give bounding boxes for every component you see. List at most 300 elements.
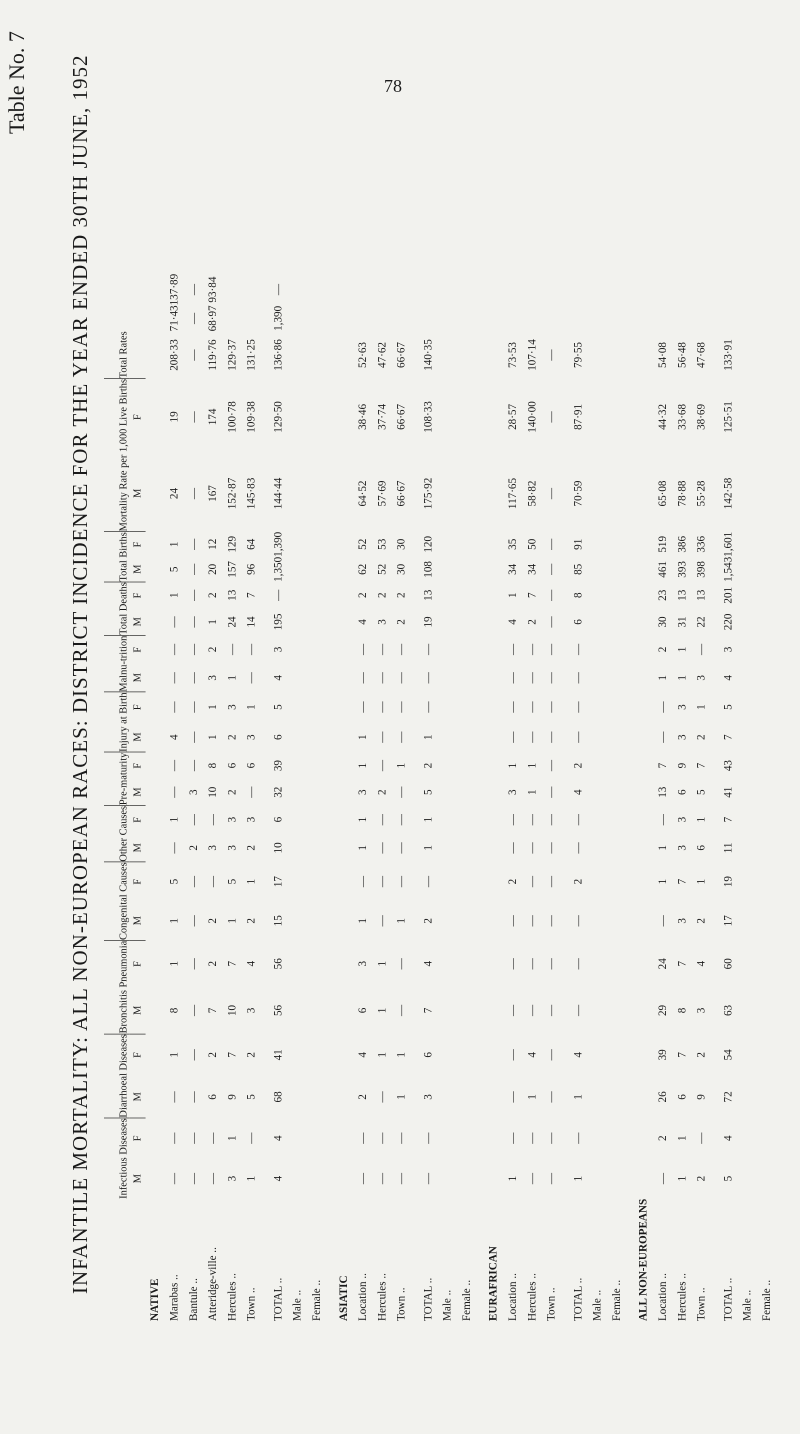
table-cell: 3 (376, 619, 388, 625)
table-cell: 73·53 (506, 342, 519, 368)
column-sub-header: M (131, 1173, 143, 1184)
column-sub-header: M (131, 1005, 143, 1015)
table-cell: 64·52 (356, 480, 369, 507)
table-cell: — (572, 915, 584, 927)
column-sub-header: F (129, 379, 145, 456)
table-cell: 2 (422, 918, 434, 924)
table-cell: 3 (722, 646, 734, 653)
table-cell: 7 (675, 878, 688, 885)
column-group-header: Mortality Rate per 1,000 Live Births (104, 379, 129, 532)
table-cell: 2 (395, 592, 408, 599)
table-cell: — (506, 958, 519, 970)
table-cell: 133·91 (722, 339, 734, 371)
table-cell: 47·62 (376, 342, 388, 368)
table-cell: — (656, 731, 669, 743)
total-row (569, 274, 588, 1324)
table-cell: 47·68 (695, 342, 708, 368)
table-cell: — (572, 814, 584, 826)
table-cell: 3 (226, 1175, 238, 1182)
table-cell: 17 (722, 915, 734, 927)
table-cell: 5 (226, 878, 238, 885)
table-cell: — (187, 1091, 200, 1103)
table-cell: 65·08 (656, 480, 669, 507)
table-cell: 2 (695, 1175, 708, 1182)
table-cell: — (506, 1049, 519, 1061)
table-cell: 461 (656, 561, 669, 578)
row-label: Location .. (656, 1273, 669, 1322)
table-cell: — (526, 1132, 538, 1144)
table-cell: 2 (656, 1135, 669, 1141)
table-cell: 56 (272, 958, 285, 970)
column-sub-header: M (131, 1092, 143, 1102)
table-cell: 57·69 (376, 480, 388, 507)
table-cell: 2 (572, 762, 584, 769)
table-cell: 19 (722, 876, 734, 888)
table-cell: 519 (656, 535, 669, 553)
table-cell: 28·57 (506, 403, 519, 430)
table-cell: 175·92 (422, 477, 434, 510)
table-cell: 5 (245, 1094, 258, 1100)
table-cell: 24 (656, 958, 669, 970)
row-label: TOTAL .. (722, 1277, 734, 1322)
table-cell: — (572, 643, 584, 656)
table-cell: — (168, 1091, 181, 1103)
table-cell: 2 (245, 1052, 258, 1058)
column-sub-header: M (131, 673, 143, 683)
row-label: Male .. (441, 1289, 454, 1322)
column-sub-header: F (129, 635, 145, 663)
table-cell: — (506, 1132, 519, 1144)
table-cell: 2 (187, 845, 200, 851)
table-cell (542, 274, 561, 306)
row-label: Location .. (506, 1273, 519, 1322)
table-row (673, 274, 692, 1324)
table-cell: 1 (226, 918, 238, 924)
row-label: Male .. (591, 1289, 604, 1322)
column-sub-header: F (129, 1034, 145, 1076)
row-label: Location .. (356, 1273, 369, 1322)
section-heading-row (634, 274, 653, 1324)
table-cell: — (526, 958, 538, 970)
table-cell: 125·51 (722, 401, 734, 433)
table-cell: — (168, 760, 181, 772)
table-cell: — (168, 1173, 181, 1185)
table-cell: 24 (168, 487, 181, 500)
table-cell (223, 274, 242, 306)
table-cell: 6 (572, 619, 584, 625)
table-cell: 22 (695, 616, 708, 628)
table-cell: 5 (422, 789, 434, 796)
table-cell: — (545, 616, 558, 628)
table-cell: 1 (422, 816, 434, 823)
table-cell: 6 (675, 789, 688, 796)
table-cell: 54·08 (656, 342, 669, 368)
table-cell: 1 (168, 918, 181, 924)
table-cell: 4 (272, 675, 285, 681)
table-cell: 19 (422, 616, 434, 628)
table-cell: 2 (226, 789, 238, 796)
table-cell: — (356, 1132, 369, 1144)
table-cell: 398 (695, 561, 708, 578)
table-cell: 1 (695, 704, 708, 710)
table-cell: 3 (675, 816, 688, 823)
table-cell: 140·35 (422, 339, 434, 371)
table-cell: — (395, 731, 408, 743)
table-cell: 1 (572, 1175, 584, 1182)
table-cell: — (395, 1132, 408, 1144)
mortality-table (104, 274, 784, 1324)
table-cell: 1 (376, 960, 388, 967)
table-cell: — (206, 1132, 219, 1144)
table-cell: 6 (675, 1094, 688, 1100)
table-cell: 3 (675, 918, 688, 924)
table-cell: 32 (272, 786, 285, 798)
total-row (457, 274, 476, 1324)
table-cell: 9 (695, 1094, 708, 1100)
table-cell: — (187, 349, 200, 361)
row-label: TOTAL .. (572, 1277, 584, 1322)
table-cell: 8 (572, 592, 584, 599)
table-row (523, 274, 542, 1324)
table-cell: — (526, 701, 538, 713)
table-cell: 4 (695, 960, 708, 967)
table-cell: 7 (675, 960, 688, 967)
table-cell: — (506, 814, 519, 826)
table-cell: 119·76 (206, 339, 219, 371)
total-row (288, 274, 307, 1324)
table-cell: 10 (206, 786, 219, 798)
table-cell: — (187, 760, 200, 772)
table-cell: — (545, 731, 558, 743)
table-cell: 1 (675, 646, 688, 653)
table-cell: — (187, 1132, 200, 1144)
table-cell: 2 (206, 960, 219, 967)
table-cell: — (545, 814, 558, 826)
table-cell: — (376, 672, 388, 684)
table-cell: 2 (695, 918, 708, 924)
table-cell: — (187, 589, 200, 601)
table-cell: — (376, 760, 388, 772)
table-cell: 4 (526, 1052, 538, 1058)
table-cell: 100·78 (226, 401, 238, 433)
section-heading: ASIATIC (337, 1275, 350, 1322)
row-label: Marabas .. (168, 1274, 181, 1322)
table-cell: — (506, 1004, 519, 1017)
column-group-header: Other Causes (104, 806, 129, 862)
table-cell: 1 (168, 816, 181, 823)
table-cell: 53 (376, 538, 388, 550)
table-cell: 13 (656, 786, 669, 798)
column-sub-header: M (131, 787, 143, 797)
table-cell: 19 (168, 411, 181, 423)
table-cell: 52 (356, 538, 369, 550)
row-label: Town .. (395, 1287, 408, 1322)
table-cell: 52·63 (356, 342, 369, 368)
table-cell: — (206, 1173, 219, 1185)
table-cell: — (572, 701, 584, 713)
row-label: Town .. (695, 1287, 708, 1322)
table-cell: — (572, 842, 584, 854)
table-cell: 30 (656, 616, 669, 628)
table-cell: — (376, 1091, 388, 1103)
table-cell (719, 305, 738, 331)
column-sub-row (129, 274, 145, 1324)
table-cell (392, 274, 411, 306)
column-sub-header (129, 331, 145, 378)
table-cell: 1 (206, 704, 219, 710)
table-cell: — (356, 1173, 369, 1185)
table-cell: 7 (422, 1007, 434, 1014)
table-cell: 54 (722, 1049, 734, 1061)
column-group-header: Congenital Causes (104, 862, 129, 940)
table-cell: 44·32 (656, 403, 669, 430)
table-cell: — (187, 563, 200, 575)
table-cell: 2 (422, 762, 434, 769)
total-row (419, 274, 438, 1324)
table-cell: 1 (376, 1007, 388, 1014)
table-cell: 31 (675, 616, 688, 628)
table-cell: 1 (168, 1052, 181, 1058)
table-cell: 4 (422, 960, 434, 967)
table-cell: — (168, 643, 181, 656)
table-cell: 29 (656, 1004, 669, 1017)
table-cell: 129 (226, 535, 238, 553)
column-group-header: Malnu-trition (104, 635, 129, 692)
table-cell: — (376, 643, 388, 656)
table-cell: — (656, 814, 669, 826)
table-cell: — (545, 786, 558, 798)
table-cell: 129·50 (272, 401, 285, 433)
table-cell: — (187, 672, 200, 684)
table-cell: 1 (356, 762, 369, 769)
table-cell: 6 (272, 816, 285, 823)
table-cell (569, 305, 588, 331)
table-cell: — (526, 731, 538, 743)
table-cell: 3 (356, 789, 369, 796)
table-cell: 62 (356, 563, 369, 575)
table-cell (392, 305, 411, 331)
table-row (242, 274, 261, 1324)
table-cell: 13 (675, 589, 688, 601)
table-cell: — (395, 786, 408, 798)
table-cell: 58·82 (526, 480, 538, 507)
table-cell: 2 (356, 592, 369, 599)
section-heading: EURAFRICAN (487, 1246, 500, 1322)
table-cell: — (187, 284, 200, 296)
table-cell: — (526, 915, 538, 927)
row-label: Male .. (741, 1289, 754, 1322)
table-cell: 20 (206, 563, 219, 575)
table-cell: — (245, 643, 258, 656)
table-cell: — (422, 1132, 434, 1144)
table-cell: 87·91 (572, 403, 584, 430)
table-cell: 4 (722, 1135, 734, 1141)
table-cell (569, 274, 588, 306)
table-cell: 1 (356, 845, 369, 851)
table-cell (419, 274, 438, 306)
table-cell: — (376, 731, 388, 743)
column-group-header: Diarrhoeal Diseases (104, 1034, 129, 1118)
table-cell: — (395, 842, 408, 854)
table-cell: 2 (206, 592, 219, 599)
table-cell: 2 (376, 592, 388, 599)
table-cell: — (395, 1004, 408, 1017)
table-cell: 3 (695, 1007, 708, 1014)
table-cell: 174 (206, 408, 219, 426)
table-cell: 4 (168, 734, 181, 740)
table-cell: — (506, 842, 519, 854)
table-cell: 108 (422, 561, 434, 578)
table-cell: 2 (395, 619, 408, 625)
total-row (269, 274, 288, 1324)
column-group-header: Bronchitis Pneumonia (104, 940, 129, 1033)
table-cell: 157 (226, 561, 238, 578)
table-cell: 3 (245, 816, 258, 823)
table-cell: 1 (245, 704, 258, 710)
table-cell: — (506, 731, 519, 743)
table-cell: 1 (526, 789, 538, 796)
row-label: Female .. (460, 1279, 473, 1322)
table-cell: — (187, 731, 200, 743)
table-cell: 93·84 (206, 276, 219, 303)
table-cell: — (545, 538, 558, 550)
table-cell: — (376, 701, 388, 713)
table-cell: 220 (722, 613, 734, 631)
table-cell: — (526, 1173, 538, 1185)
table-cell: 144·44 (272, 477, 285, 510)
table-cell: 78·88 (675, 480, 688, 507)
table-cell: 6 (422, 1052, 434, 1058)
table-cell: 3 (675, 734, 688, 740)
table-cell: 4 (245, 960, 258, 967)
table-cell: — (506, 643, 519, 656)
table-row (373, 274, 392, 1324)
row-label: Female .. (760, 1279, 773, 1322)
table-cell: — (226, 643, 238, 656)
table-cell: 7 (245, 592, 258, 599)
table-cell: 2 (376, 789, 388, 796)
table-cell: 1 (395, 762, 408, 769)
table-cell: 30 (395, 538, 408, 550)
table-cell: 2 (245, 845, 258, 851)
table-cell: — (545, 760, 558, 772)
row-label: Hercules .. (226, 1273, 238, 1322)
total-row (738, 274, 757, 1324)
table-cell: 3 (675, 845, 688, 851)
table-cell: 5 (168, 566, 181, 573)
table-cell: 17 (272, 876, 285, 888)
table-row (653, 274, 672, 1324)
table-cell: 120 (422, 535, 434, 553)
table-cell: 4 (272, 1135, 285, 1141)
table-cell: 1 (395, 1052, 408, 1058)
table-cell: 3 (245, 1007, 258, 1014)
table-cell: 195 (272, 613, 285, 631)
table-cell: — (187, 958, 200, 970)
table-cell: — (272, 284, 285, 296)
table-cell: — (545, 701, 558, 713)
table-cell: 1 (656, 878, 669, 885)
table-cell: 55·28 (695, 480, 708, 507)
table-cell: 33·68 (675, 403, 688, 430)
table-cell: 34 (526, 563, 538, 575)
column-sub-header: M (131, 843, 143, 853)
table-number: Table No. 7 (4, 31, 29, 134)
table-cell: 7 (675, 1052, 688, 1058)
table-cell: 136·86 (272, 339, 285, 371)
table-cell: 7 (722, 816, 734, 823)
table-cell (503, 305, 522, 331)
table-cell: 1 (572, 1094, 584, 1100)
row-label: Hercules .. (675, 1273, 688, 1322)
table-cell: 66·67 (395, 342, 408, 368)
table-cell: — (545, 1004, 558, 1017)
table-cell: 6 (226, 762, 238, 769)
table-cell: 3 (226, 816, 238, 823)
table-row (203, 274, 222, 1324)
table-cell: 8 (675, 1007, 688, 1014)
table-cell: 1 (695, 816, 708, 823)
table-cell: 12 (206, 538, 219, 550)
table-cell: 2 (206, 918, 219, 924)
table-cell: 1 (206, 619, 219, 625)
table-cell: — (395, 1173, 408, 1185)
table-cell: — (395, 876, 408, 888)
table-cell: 50 (526, 538, 538, 550)
table-cell: 208·33 (168, 339, 181, 371)
table-cell: 4 (356, 1052, 369, 1058)
table-cell: 6 (245, 762, 258, 769)
row-label: TOTAL .. (422, 1277, 434, 1322)
table-cell: 1 (695, 878, 708, 885)
table-cell: — (545, 487, 558, 500)
table-cell: 1 (395, 918, 408, 924)
table-cell: — (545, 563, 558, 575)
table-cell: 14 (245, 616, 258, 628)
table-cell: 1 (675, 1175, 688, 1182)
table-row (353, 274, 372, 1324)
table-cell: 10 (272, 842, 285, 854)
column-sub-header: F (129, 862, 145, 901)
table-cell (242, 274, 261, 306)
table-cell (719, 274, 738, 306)
table-cell: 5 (695, 789, 708, 796)
table-cell: — (356, 701, 369, 713)
section-heading-row (484, 274, 503, 1324)
table-row (392, 274, 411, 1324)
table-cell: — (545, 643, 558, 656)
table-cell: 3 (695, 675, 708, 681)
table-row (223, 274, 242, 1324)
table-cell: 35 (506, 538, 519, 550)
table-cell: 1 (245, 878, 258, 885)
table-cell (523, 274, 542, 306)
table-cell: 63 (722, 1004, 734, 1017)
table-cell: — (526, 643, 538, 656)
table-cell: 4 (572, 1052, 584, 1058)
table-cell: — (206, 876, 219, 888)
table-cell: 3 (356, 960, 369, 967)
table-cell: — (545, 349, 558, 361)
column-sub-header: F (129, 532, 145, 557)
table-cell: 8 (206, 762, 219, 769)
table-cell: — (506, 701, 519, 713)
table-cell: 2 (206, 1052, 219, 1058)
table-cell: — (395, 958, 408, 970)
table-cell: 66·67 (395, 403, 408, 430)
section-heading: ALL NON-EUROPEANS (637, 1198, 650, 1322)
table-cell: 3 (206, 845, 219, 851)
